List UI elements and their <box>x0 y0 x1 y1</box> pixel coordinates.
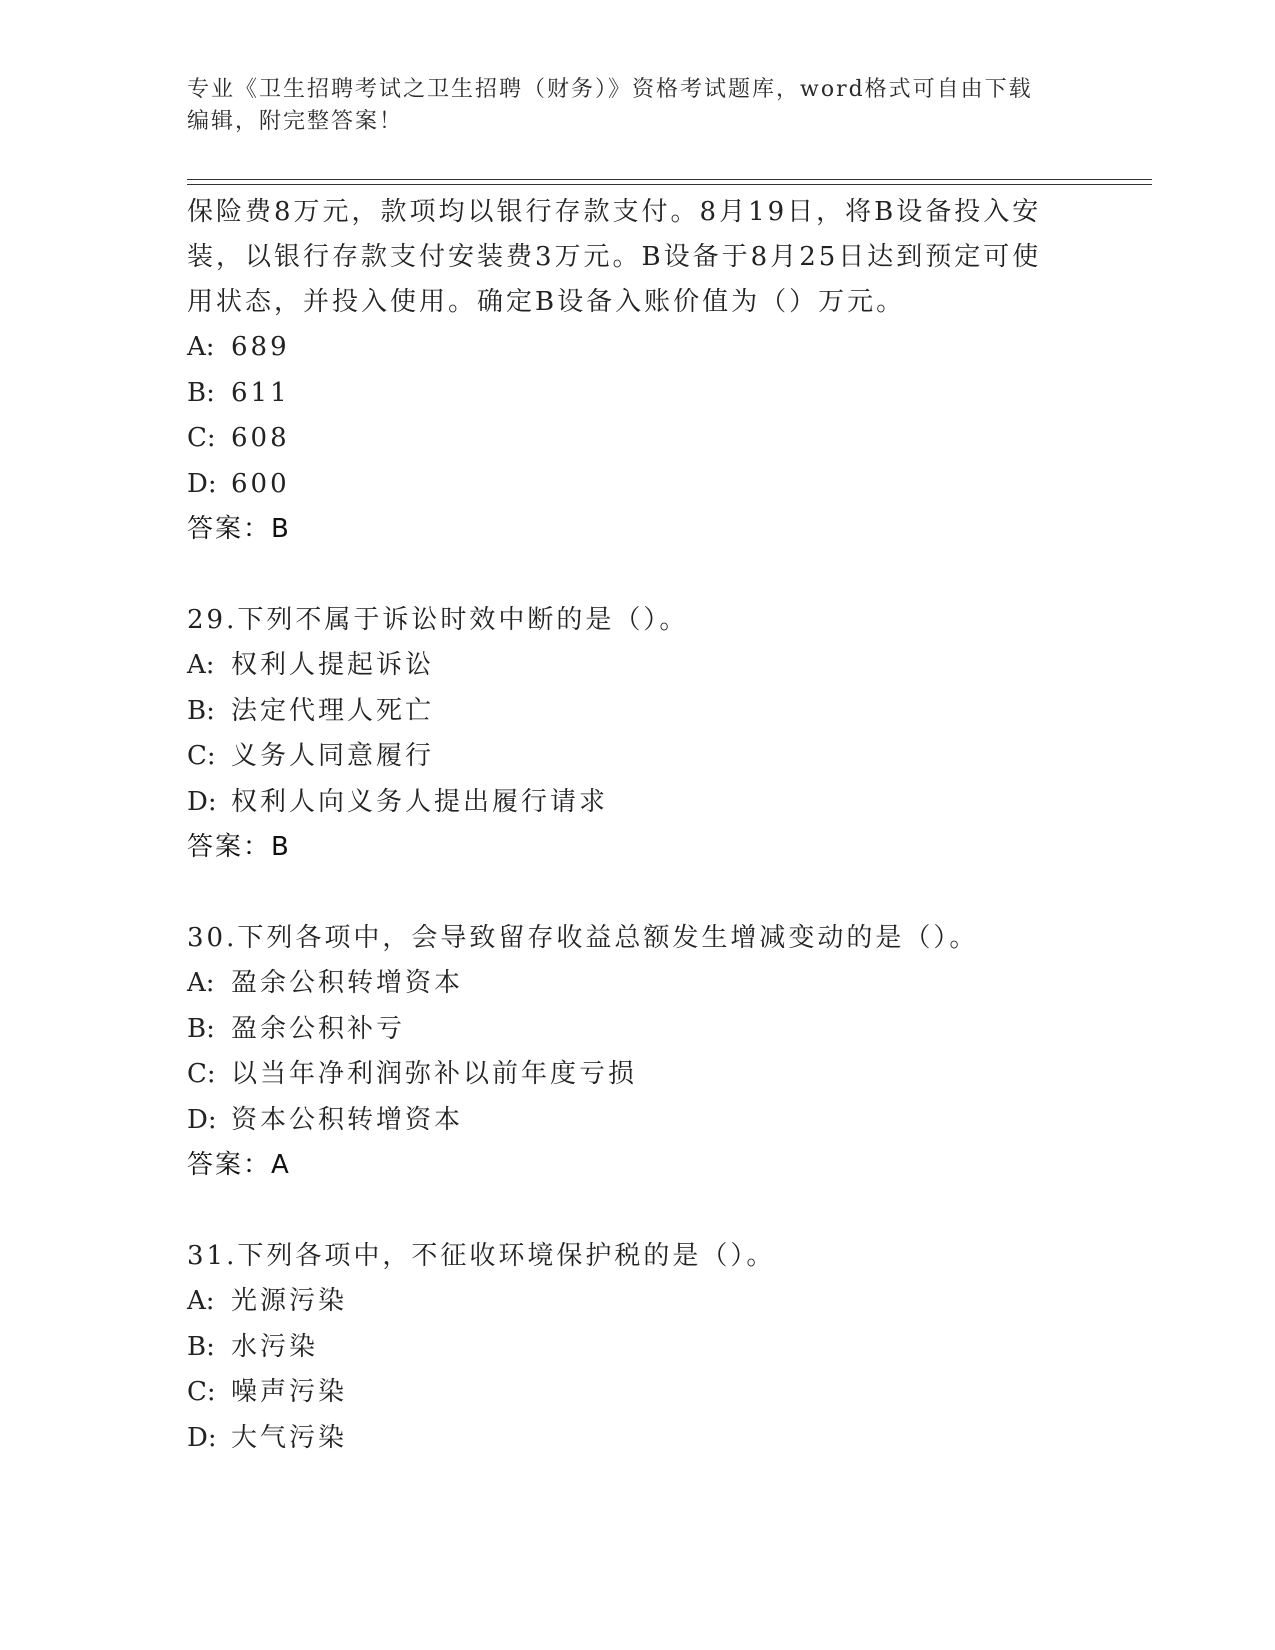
option-key: C: <box>187 1059 216 1089</box>
option-key: D: <box>187 1422 217 1453</box>
option-text: 权利人向义务人提出履行请求 <box>231 786 609 817</box>
question-29 <box>187 598 1087 870</box>
header-line-1: 专业《卫生招聘考试之卫生招聘（财务）》资格考试题库，word格式可自由下载 <box>187 77 1033 102</box>
question-stem: 30.下列各项中，会导致留存收益总额发生增减变动的是（）。 <box>187 923 979 953</box>
header-line-2: 编辑，附完整答案！ <box>187 109 404 134</box>
question-stem: 29.下列不属于诉讼时效中断的是（）。 <box>187 605 689 635</box>
option-text: 义务人同意履行 <box>231 741 435 771</box>
option-key: B: <box>187 1331 215 1362</box>
option-text: 大气污染 <box>231 1422 348 1453</box>
option-text: 盈余公积转增资本 <box>231 968 464 998</box>
option-text: 600 <box>231 468 290 499</box>
option-c <box>187 734 1087 780</box>
option-a <box>187 1279 1087 1325</box>
option-text: 689 <box>231 332 290 362</box>
option-c <box>187 1052 1087 1098</box>
option-key: A: <box>187 332 215 362</box>
question-30 <box>187 916 1087 1188</box>
option-b <box>187 1007 1087 1053</box>
option-text: 水污染 <box>231 1331 319 1362</box>
question-text-line: 装，以银行存款支付安装费3万元。B设备于8月25日达到预定可使 <box>187 242 1042 272</box>
question-text-line: 保险费8万元，款项均以银行存款支付。8月19日，将B设备投入安 <box>187 197 1042 227</box>
option-key: D: <box>187 1104 217 1135</box>
option-text: 光源污染 <box>231 1286 348 1316</box>
option-d <box>187 1098 1087 1144</box>
answer-line: 答案：B <box>187 514 291 544</box>
option-text: 608 <box>231 423 290 453</box>
option-d <box>187 462 1087 508</box>
question-continuation <box>187 190 1087 552</box>
option-a <box>187 643 1087 689</box>
option-key: C: <box>187 741 216 771</box>
option-text: 权利人提起诉讼 <box>231 650 435 680</box>
option-text: 以当年净利润弥补以前年度亏损 <box>231 1059 638 1089</box>
option-key: A: <box>187 650 215 680</box>
option-key: D: <box>187 786 217 817</box>
option-key: B: <box>187 377 215 408</box>
option-text: 资本公积转增资本 <box>231 1104 464 1135</box>
page-header <box>187 74 1067 138</box>
answer-line: 答案：A <box>187 1150 291 1180</box>
option-key: A: <box>187 1286 215 1316</box>
option-c <box>187 1370 1087 1416</box>
option-key: C: <box>187 1377 216 1407</box>
question-text-line: 用状态，并投入使用。确定B设备入账价值为（）万元。 <box>187 287 906 317</box>
option-text: 611 <box>231 377 290 408</box>
option-c <box>187 416 1087 462</box>
option-key: C: <box>187 423 216 453</box>
question-31 <box>187 1234 1087 1461</box>
option-a <box>187 325 1087 371</box>
option-d <box>187 1416 1087 1462</box>
option-text: 法定代理人死亡 <box>231 695 435 726</box>
option-d <box>187 780 1087 826</box>
option-text: 噪声污染 <box>231 1377 348 1407</box>
answer-line: 答案：B <box>187 832 291 862</box>
option-key: B: <box>187 1013 215 1044</box>
option-b <box>187 1325 1087 1371</box>
option-key: B: <box>187 695 215 726</box>
option-key: A: <box>187 968 215 998</box>
option-a <box>187 961 1087 1007</box>
option-b <box>187 689 1087 735</box>
header-rule-top <box>187 179 1152 180</box>
document-body <box>187 190 1087 1461</box>
option-key: D: <box>187 468 217 499</box>
question-stem: 31.下列各项中，不征收环境保护税的是（）。 <box>187 1241 776 1271</box>
option-text: 盈余公积补亏 <box>231 1013 406 1044</box>
header-rule-bottom <box>187 184 1152 185</box>
option-b <box>187 371 1087 417</box>
